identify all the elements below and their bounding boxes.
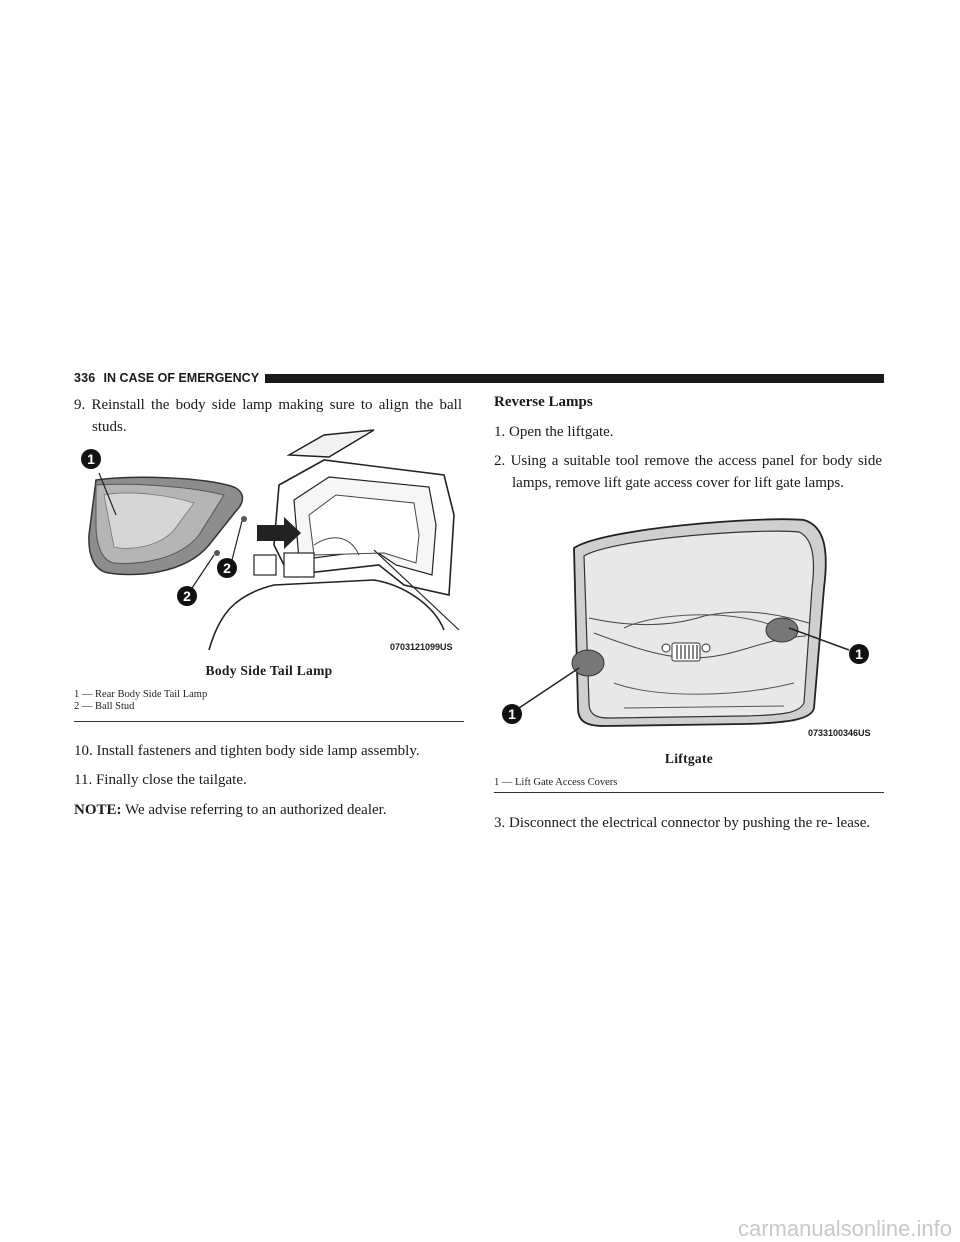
figure-code: 0733100346US bbox=[808, 728, 871, 738]
liftgate-illustration bbox=[494, 508, 884, 740]
note-text: We advise referring to an authorized dealer. bbox=[121, 802, 387, 818]
callout-1a bbox=[502, 704, 522, 724]
callout-1 bbox=[81, 449, 101, 469]
callout-2b bbox=[177, 586, 197, 606]
figure-rule bbox=[74, 721, 464, 722]
step-11: 11. Finally close the tailgate. bbox=[74, 772, 247, 788]
note bbox=[74, 799, 466, 821]
step-3: 3. Disconnect the electrical connector by pushing the re- lease. bbox=[494, 815, 871, 831]
svg-text:2: 2 bbox=[223, 560, 231, 576]
figure-rule bbox=[494, 792, 884, 793]
figure-caption: Body Side Tail Lamp bbox=[205, 663, 333, 678]
legend-item: 2 — Ball Stud bbox=[74, 701, 135, 712]
callout-2a bbox=[217, 558, 237, 578]
page-number: 336 bbox=[74, 371, 96, 385]
tail-lamp-illustration bbox=[74, 425, 464, 657]
legend-item: 1 — Rear Body Side Tail Lamp bbox=[74, 689, 208, 700]
figure-code: 0703121099US bbox=[390, 642, 453, 652]
step-2: 2. Using a suitable tool remove the access panel for body side lamps, remove lift gate access cover for lift gate lamps. bbox=[494, 453, 882, 491]
callout-1b bbox=[849, 644, 869, 664]
figure-legend bbox=[494, 777, 884, 789]
svg-text:1: 1 bbox=[508, 706, 516, 722]
page-header bbox=[74, 369, 884, 387]
note-label: NOTE: bbox=[74, 802, 122, 818]
section-title: IN CASE OF EMERGENCY bbox=[103, 371, 260, 385]
svg-text:1: 1 bbox=[855, 646, 863, 662]
figure-caption: Liftgate bbox=[664, 751, 714, 766]
figure-legend bbox=[74, 689, 464, 713]
section-heading: Reverse Lamps bbox=[494, 394, 593, 410]
body-side-tail-lamp-figure bbox=[74, 425, 464, 657]
step-1: 1. Open the liftgate. bbox=[494, 424, 614, 440]
header-rule bbox=[265, 374, 884, 383]
step-10: 10. Install fasteners and tighten body side lamp assembly. bbox=[74, 743, 420, 759]
liftgate-figure bbox=[494, 508, 884, 740]
legend-item: 1 — Lift Gate Access Covers bbox=[494, 777, 618, 788]
step-9: 9. Reinstall the body side lamp making sure to align the ball studs. bbox=[74, 397, 462, 435]
watermark: carmanualsonline.info bbox=[737, 1216, 952, 1241]
svg-text:1: 1 bbox=[87, 451, 95, 467]
svg-text:2: 2 bbox=[183, 588, 191, 604]
